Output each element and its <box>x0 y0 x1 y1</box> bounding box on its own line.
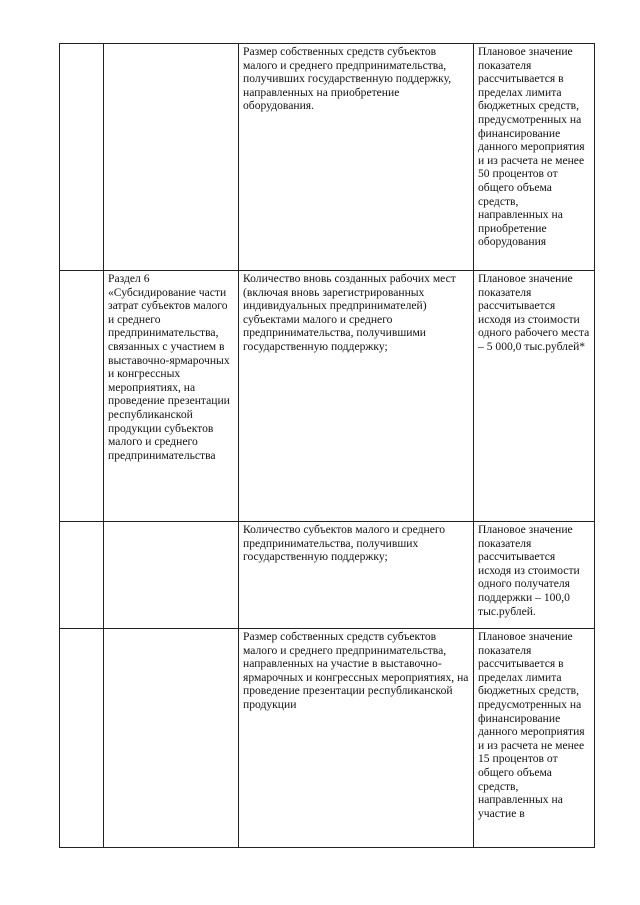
number-cell <box>60 629 104 848</box>
measure-cell <box>239 271 474 522</box>
number-cell <box>60 271 104 522</box>
measure-cell <box>239 44 474 271</box>
measure-cell <box>239 522 474 629</box>
section-cell <box>104 44 239 271</box>
method-cell <box>474 629 595 848</box>
measure-text: Размер собственных средств субъектов малого и среднего предпринимательства, направленных на участие в выставочно-ярмарочных и конгрессных мероприятиях, на проведение презентации республиканской продукции <box>243 630 469 711</box>
section-text: Раздел 6 «Субсидирование части затрат субъектов малого и среднего предпринимательства, связанных с участием в выставочно-ярмарочных и конгрессных мероприятиях, на проведение презентации республиканской продукции субъектов малого и среднего предпринимательства <box>108 272 230 462</box>
section-cell <box>104 271 239 522</box>
method-cell <box>474 44 595 271</box>
number-cell <box>60 522 104 629</box>
method-cell <box>474 271 595 522</box>
measure-text: Количество субъектов малого и среднего предпринимательства, получивших государственную поддержку; <box>243 523 446 564</box>
section-cell <box>104 522 239 629</box>
section-cell <box>104 629 239 848</box>
indicator-table <box>59 43 595 848</box>
method-text: Плановое значение показателя рассчитывается исходя из стоимости одного получателя поддержки – 100,0 тыс.рублей. <box>478 523 580 618</box>
table-row <box>60 629 595 848</box>
method-cell <box>474 522 595 629</box>
table-row <box>60 44 595 271</box>
measure-cell <box>239 629 474 848</box>
table-row <box>60 271 595 522</box>
table-row <box>60 522 595 629</box>
measure-text: Количество вновь созданных рабочих мест (включая вновь зарегистрированных индивидуальных предпринимателей) субъектами малого и среднего предпринимательства, получившими государственную поддержку; <box>243 272 456 353</box>
method-text: Плановое значение показателя рассчитывается в пределах лимита бюджетных средств, предусмотренных на финансирование данного мероприятия и из расчета не менее 15 процентов от общего объема средств, направленных на участие в <box>478 630 585 820</box>
method-text: Плановое значение показателя рассчитывается исходя из стоимости одного рабочего места – 5 000,0 тыс.рублей* <box>478 272 590 353</box>
measure-text: Размер собственных средств субъектов малого и среднего предпринимательства, получивших государственную поддержку, направленных на приобретение оборудования. <box>243 45 452 113</box>
number-cell <box>60 44 104 271</box>
method-text: Плановое значение показателя рассчитывается в пределах лимита бюджетных средств, предусмотренных на финансирование данного мероприятия и из расчета не менее 50 процентов от общего объема средств, направленных на приобретение оборудования <box>478 45 585 249</box>
